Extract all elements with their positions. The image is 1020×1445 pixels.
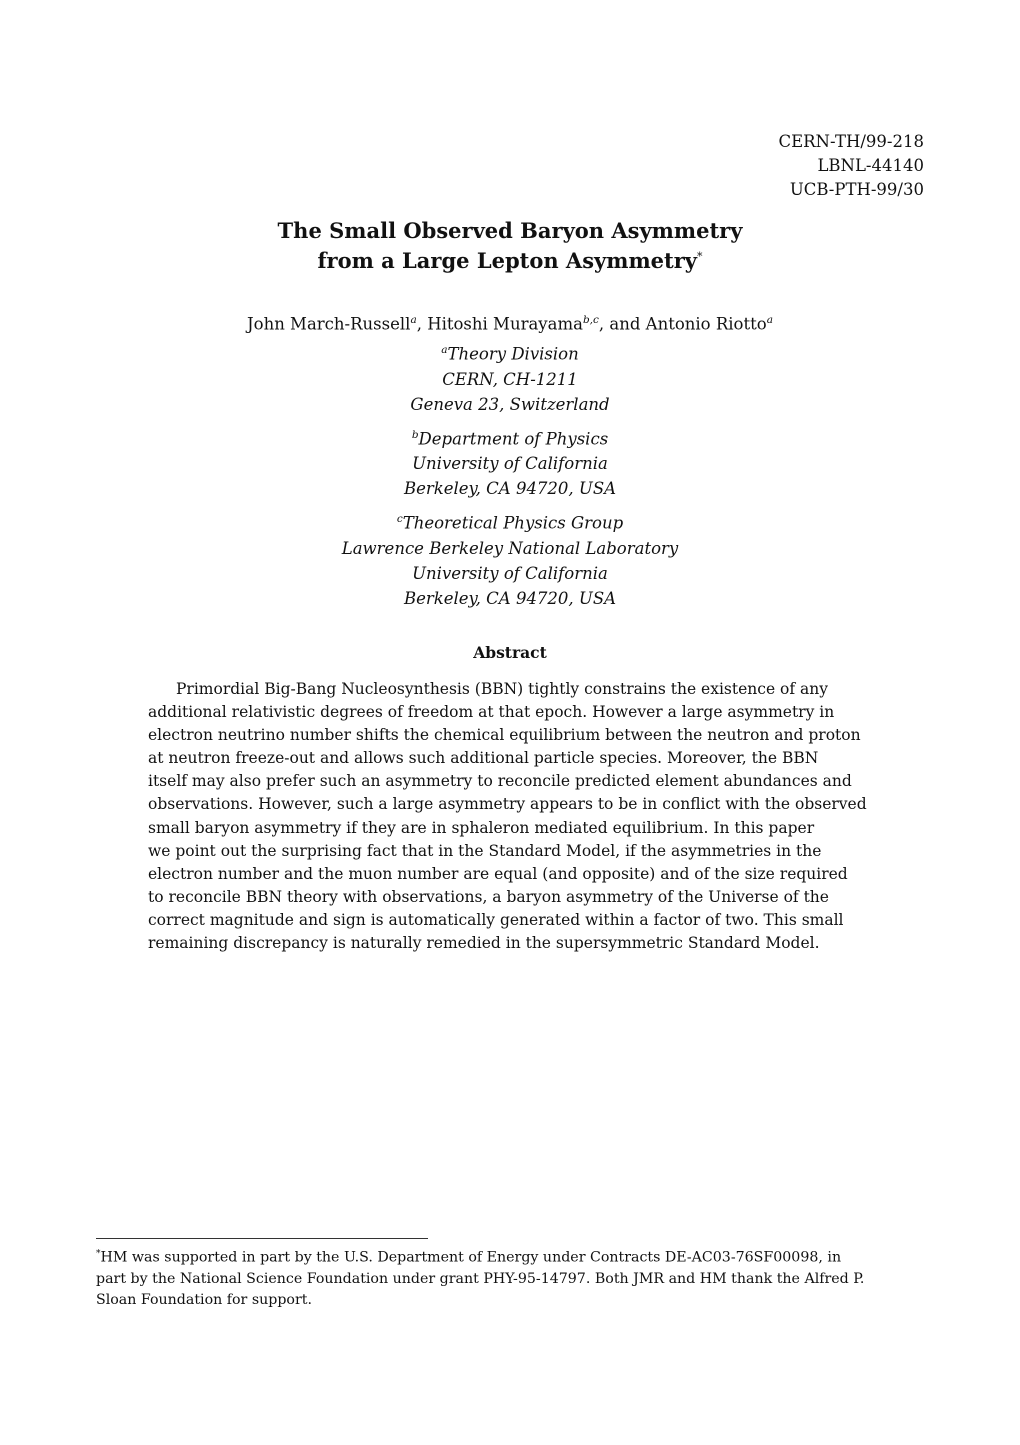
affiliation-line: $^b$Department of Physics: [411, 428, 609, 448]
abstract-body: [148, 678, 873, 955]
affiliation-line: $^c$Theoretical Physics Group: [396, 513, 624, 533]
footnote: [96, 1244, 924, 1311]
author-name: John March-Russell: [247, 314, 411, 334]
footnote-line: part by the National Science Foundation under grant PHY-95-14797. Both JMR and HM thank the Alfred P.: [96, 1270, 865, 1287]
affiliation-mark: b: [411, 428, 419, 441]
footnote-rule: [96, 1238, 428, 1239]
affiliation-b: [0, 423, 1020, 502]
abstract-line: electron number and the muon number are equal (and opposite) and of the size required: [148, 864, 848, 883]
report-numbers: [778, 130, 924, 202]
author-affil-mark: b,c: [582, 314, 599, 326]
affiliation-a: [0, 338, 1020, 417]
abstract-line: correct magnitude and sign is automatically generated within a factor of two. This small: [148, 910, 844, 929]
affiliation-line: CERN, CH-1211: [442, 369, 578, 389]
affiliation-line: Lawrence Berkeley National Laboratory: [341, 538, 679, 558]
footnote-line: Sloan Foundation for support.: [96, 1291, 312, 1308]
footnote-line: *HM was supported in part by the U.S. Department of Energy under Contracts DE-AC03-76SF00098, in: [96, 1249, 842, 1266]
author-separator: , and: [598, 314, 646, 334]
author-name: Hitoshi Murayama: [427, 314, 583, 334]
author-list: [0, 308, 1020, 337]
author-separator: ,: [416, 314, 428, 334]
abstract-line: at neutron freeze-out and allows such additional particle species. Moreover, the BBN: [148, 749, 819, 768]
abstract-heading: Abstract: [473, 643, 547, 662]
affiliation-mark: a: [441, 344, 448, 356]
abstract-line: Primordial Big-Bang Nucleosynthesis (BBN) tightly constrains the existence of any: [176, 680, 829, 698]
title-line-2: from a Large Lepton Asymmetry*: [317, 248, 703, 273]
paper-title: [0, 218, 1020, 274]
report-number: CERN-TH/99-218: [778, 132, 924, 151]
report-number: UCB-PTH-99/30: [789, 180, 924, 199]
author-affil-mark: a: [410, 314, 417, 326]
affiliation-line: University of California: [412, 563, 608, 583]
affiliation-line: $^a$Theory Division: [441, 344, 579, 364]
affiliation-line: University of California: [412, 454, 608, 473]
abstract-line: additional relativistic degrees of freedom at that epoch. However a large asymmetry in: [148, 703, 835, 722]
affiliation-line: Berkeley, CA 94720, USA: [403, 588, 617, 608]
title-line-1: The Small Observed Baryon Asymmetry: [277, 218, 743, 243]
author-affil-mark: a: [766, 314, 773, 326]
title-footnote-mark: *: [697, 250, 703, 263]
author-name: Antonio Riotto: [645, 314, 767, 334]
footnote-mark: *: [96, 1249, 101, 1259]
abstract-line: to reconcile BBN theory with observations, a baryon asymmetry of the Universe of the: [148, 887, 829, 906]
abstract-line: remaining discrepancy is naturally remedied in the supersymmetric Standard Model.: [148, 934, 820, 953]
abstract-line: observations. However, such a large asymmetry appears to be in conflict with the observed: [148, 795, 867, 814]
abstract-line: itself may also prefer such an asymmetry to reconcile predicted element abundances and: [148, 772, 852, 791]
affiliation-c: [0, 507, 1020, 611]
abstract-line: electron neutrino number shifts the chemical equilibrium between the neutron and proton: [148, 726, 861, 745]
abstract-line: we point out the surprising fact that in the Standard Model, if the asymmetries in the: [148, 841, 822, 860]
affiliation-mark: c: [396, 513, 403, 525]
report-number: LBNL-44140: [817, 156, 924, 175]
affiliation-line: Geneva 23, Switzerland: [410, 394, 610, 414]
affiliation-line: Berkeley, CA 94720, USA: [403, 479, 617, 498]
affiliations: [0, 338, 1020, 617]
abstract-line: small baryon asymmetry if they are in sphaleron mediated equilibrium. In this paper: [148, 818, 815, 837]
